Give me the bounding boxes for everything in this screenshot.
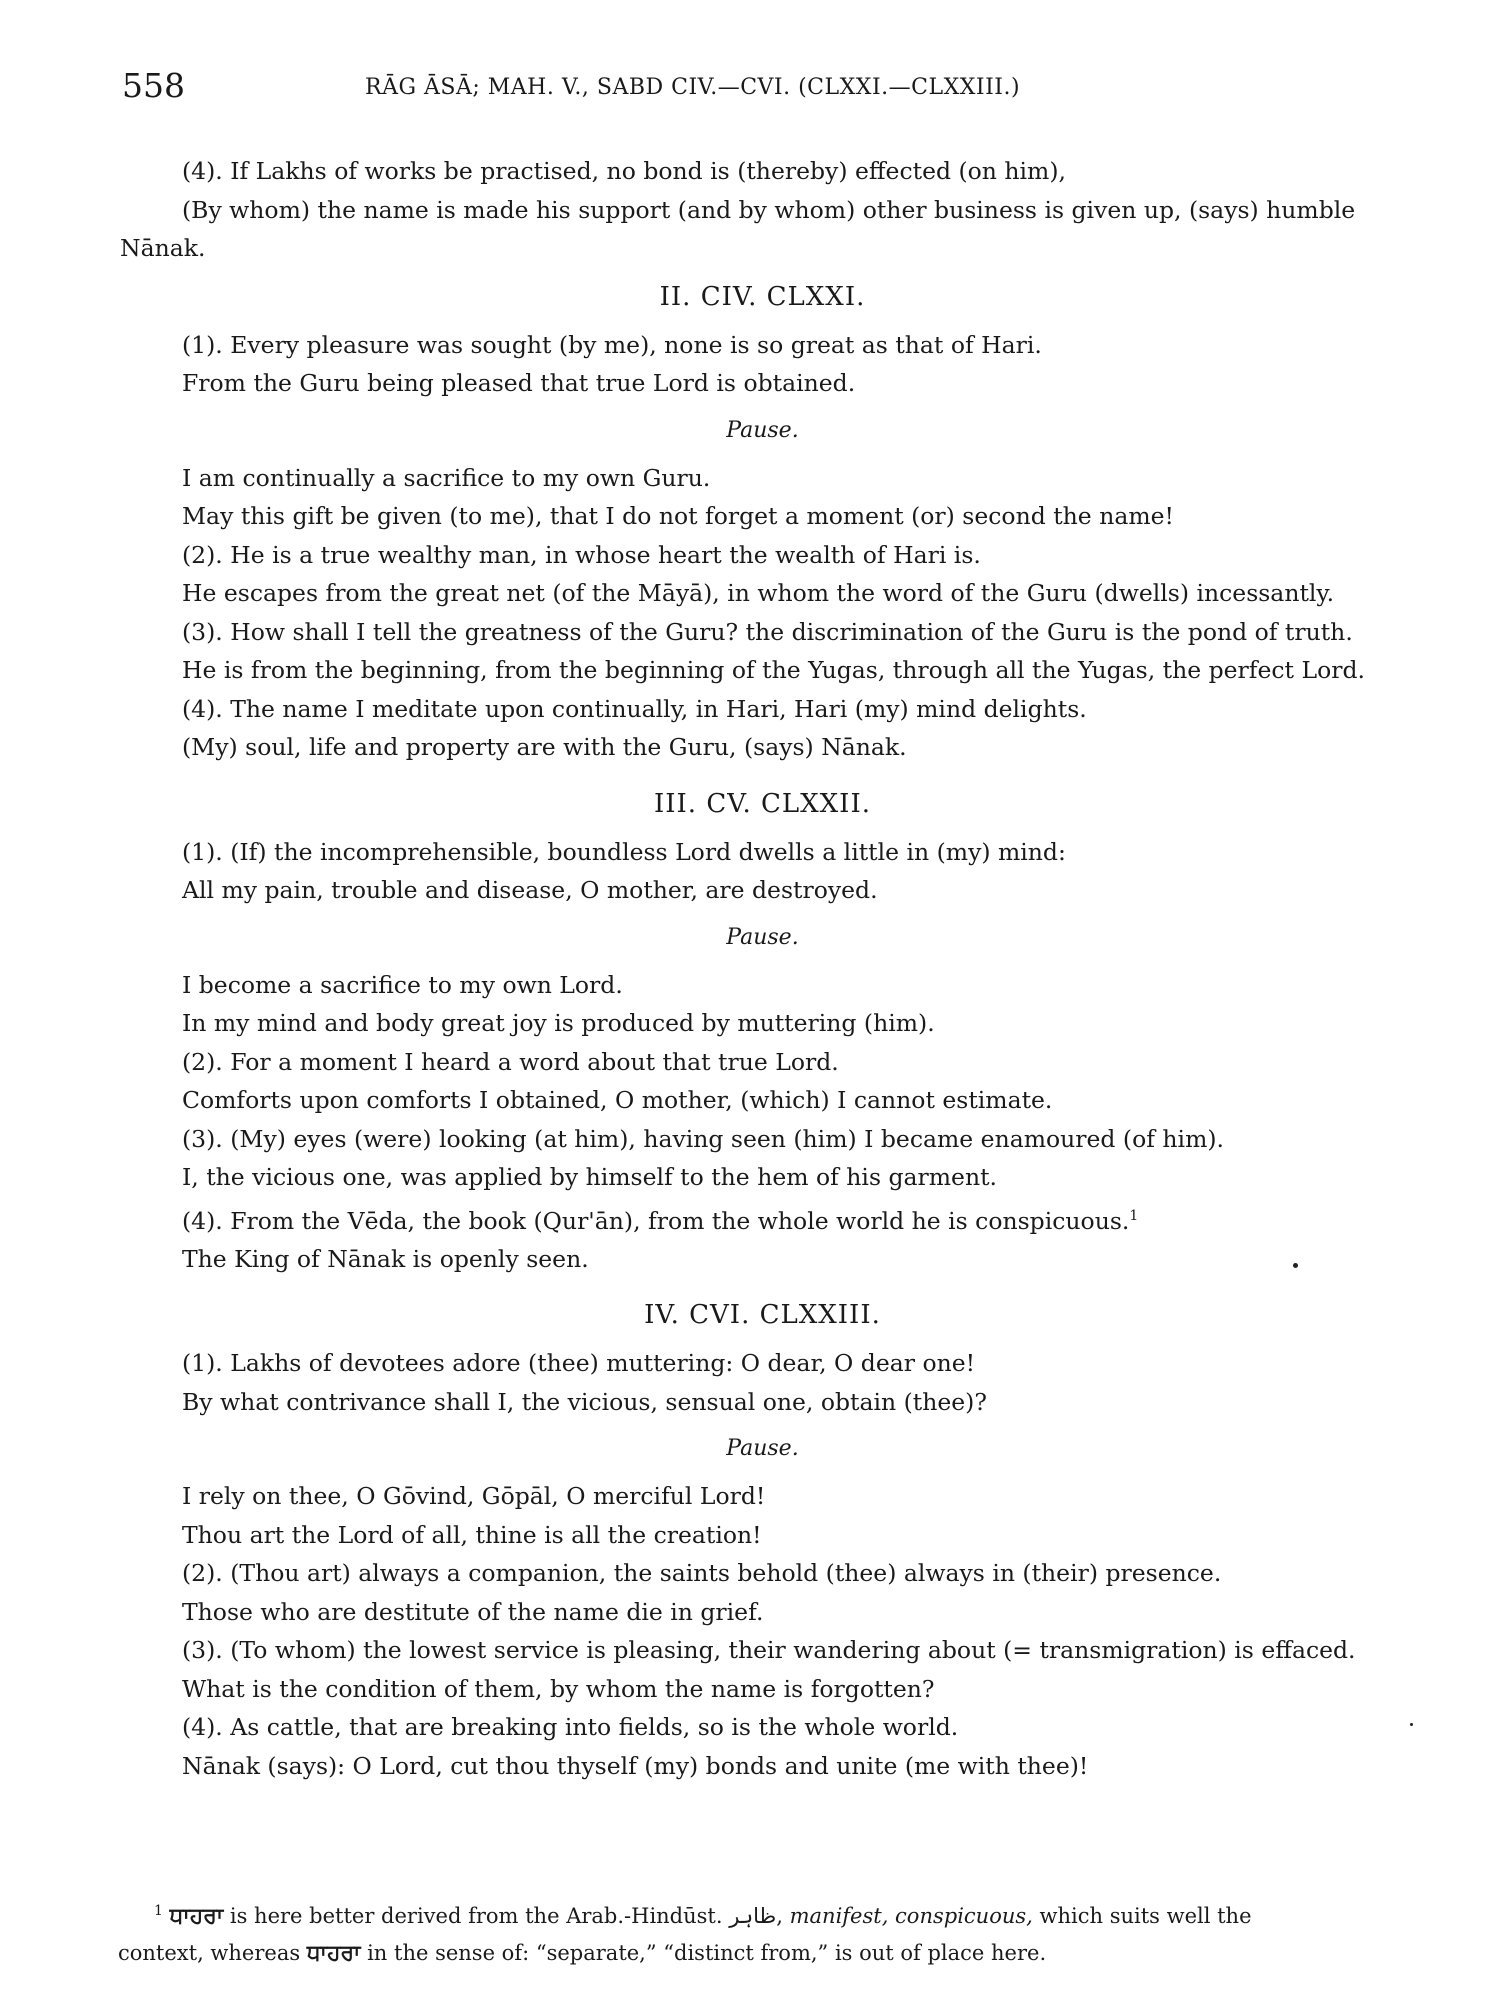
- footnote-line: [118, 1935, 1408, 1972]
- verse-line: He escapes from the great net (of the Māyā), in whom the word of the Guru (dwells) incessantly.: [182, 579, 1335, 607]
- verse-line: Thou art the Lord of all, thine is all the creation!: [182, 1520, 762, 1549]
- pause-label: Pause.: [726, 1436, 799, 1462]
- text-line: Nānak.: [120, 234, 206, 262]
- text-line: (4). If Lakhs of works be practised, no bond is (thereby) effected (on him),: [182, 157, 1066, 185]
- verse-line: (2). He is a true wealthy man, in whose heart the wealth of Hari is.: [182, 540, 981, 569]
- pause-label: Pause.: [726, 417, 799, 443]
- gurmukhi-word: ਧਾਹਰਾ: [306, 1941, 361, 1966]
- footnote-marker: 1: [154, 1903, 163, 1919]
- verse-line: Nānak (says): O Lord, cut thou thyself (my) bonds and unite (me with thee)!: [182, 1751, 1089, 1780]
- verse-line: Comforts upon comforts I obtained, O mother, (which) I cannot estimate.: [182, 1086, 1053, 1114]
- verse-line: I, the vicious one, was applied by himself to the hem of his garment.: [182, 1163, 998, 1191]
- verse-line: Those who are destitute of the name die in grief.: [182, 1597, 764, 1626]
- running-head: RĀG ĀSĀ; MAH. V., SABD CIV.—CVI. (CLXXI.—CLXXIII.): [365, 75, 1021, 100]
- footnote-ref: 1: [1129, 1207, 1139, 1224]
- verse-line: (3). How shall I tell the greatness of the Guru? the discrimination of the Guru is the pond of truth.: [182, 617, 1353, 646]
- verse-line: (2). For a moment I heard a word about that true Lord.: [182, 1047, 839, 1076]
- footnote-line: [118, 1893, 1408, 1935]
- verse-line: All my pain, trouble and disease, O mother, are destroyed.: [182, 876, 878, 904]
- verse-line: (1). (If) the incomprehensible, boundless Lord dwells a little in (my) mind:: [182, 837, 1066, 866]
- arabic-word: ظاہر: [729, 1904, 777, 1928]
- verse-line: (1). Every pleasure was sought (by me), none is so great as that of Hari.: [182, 330, 1042, 359]
- pause-label: Pause.: [726, 924, 799, 950]
- footnote-text: which suits well the: [1039, 1904, 1252, 1928]
- verse-line: (2). (Thou art) always a companion, the saints behold (thee) always in (their) presence.: [182, 1559, 1222, 1588]
- footnote-text: in the sense of: “separate,” “distinct from,” is out of place here.: [367, 1941, 1047, 1965]
- print-speck: [1293, 1263, 1298, 1268]
- verse-line: The King of Nānak is openly seen.: [182, 1244, 589, 1273]
- footnote-text: ,: [776, 1904, 790, 1928]
- verse-line: I am continually a sacrifice to my own Guru.: [182, 463, 711, 492]
- print-speck: [1410, 1723, 1413, 1726]
- section-heading: IV. CVI. CLXXIII.: [644, 1300, 881, 1331]
- verse-line: (3). (My) eyes (were) looking (at him), having seen (him) I became enamoured (of him).: [182, 1124, 1224, 1153]
- footnote-text: is here better derived from the Arab.-Hindūst.: [229, 1904, 723, 1928]
- verse-line: (3). (To whom) the lowest service is pleasing, their wandering about (= transmigration) is effaced.: [182, 1636, 1356, 1665]
- verse-line: What is the condition of them, by whom the name is forgotten?: [182, 1674, 935, 1703]
- page-number: 558: [122, 66, 185, 105]
- verse-line: May this gift be given (to me), that I do not forget a moment (or) second the name!: [182, 502, 1174, 530]
- verse-line: By what contrivance shall I, the vicious, sensual one, obtain (thee)?: [182, 1387, 987, 1416]
- body-text: [120, 152, 1405, 1785]
- gurmukhi-word: ਧਾਹਰਾ: [169, 1904, 224, 1929]
- verse-line: [120, 1197, 1405, 1240]
- verse-line: I rely on thee, O Gōvind, Gōpāl, O merciful Lord!: [182, 1482, 766, 1511]
- section-heading: III. CV. CLXXII.: [654, 788, 871, 819]
- verse-text: (4). From the Vēda, the book (Qur'ān), from the whole world he is conspicuous.: [182, 1206, 1130, 1235]
- footnote-gloss: manifest, conspicuous,: [789, 1904, 1033, 1928]
- verse-line: (1). Lakhs of devotees adore (thee) muttering: O dear, O dear one!: [182, 1349, 976, 1378]
- footnote: [118, 1893, 1408, 1972]
- text-line: (By whom) the name is made his support (and by whom) other business is given up, (says) humble: [182, 195, 1356, 224]
- page-header: [0, 66, 1500, 106]
- verse-line: I become a sacrifice to my own Lord.: [182, 970, 623, 999]
- verse-line: In my mind and body great joy is produced by muttering (him).: [182, 1009, 935, 1037]
- verse-line: (4). The name I meditate upon continually, in Hari, Hari (my) mind delights.: [182, 694, 1087, 723]
- verse-line: He is from the beginning, from the beginning of the Yugas, through all the Yugas, the perfect Lord.: [182, 656, 1365, 684]
- section-heading: II. CIV. CLXXI.: [659, 281, 866, 312]
- verse-line: (My) soul, life and property are with the Guru, (says) Nānak.: [182, 733, 907, 761]
- verse-line: From the Guru being pleased that true Lord is obtained.: [182, 369, 856, 397]
- verse-line: (4). As cattle, that are breaking into fields, so is the whole world.: [182, 1713, 959, 1742]
- footnote-text: context, whereas: [118, 1941, 301, 1965]
